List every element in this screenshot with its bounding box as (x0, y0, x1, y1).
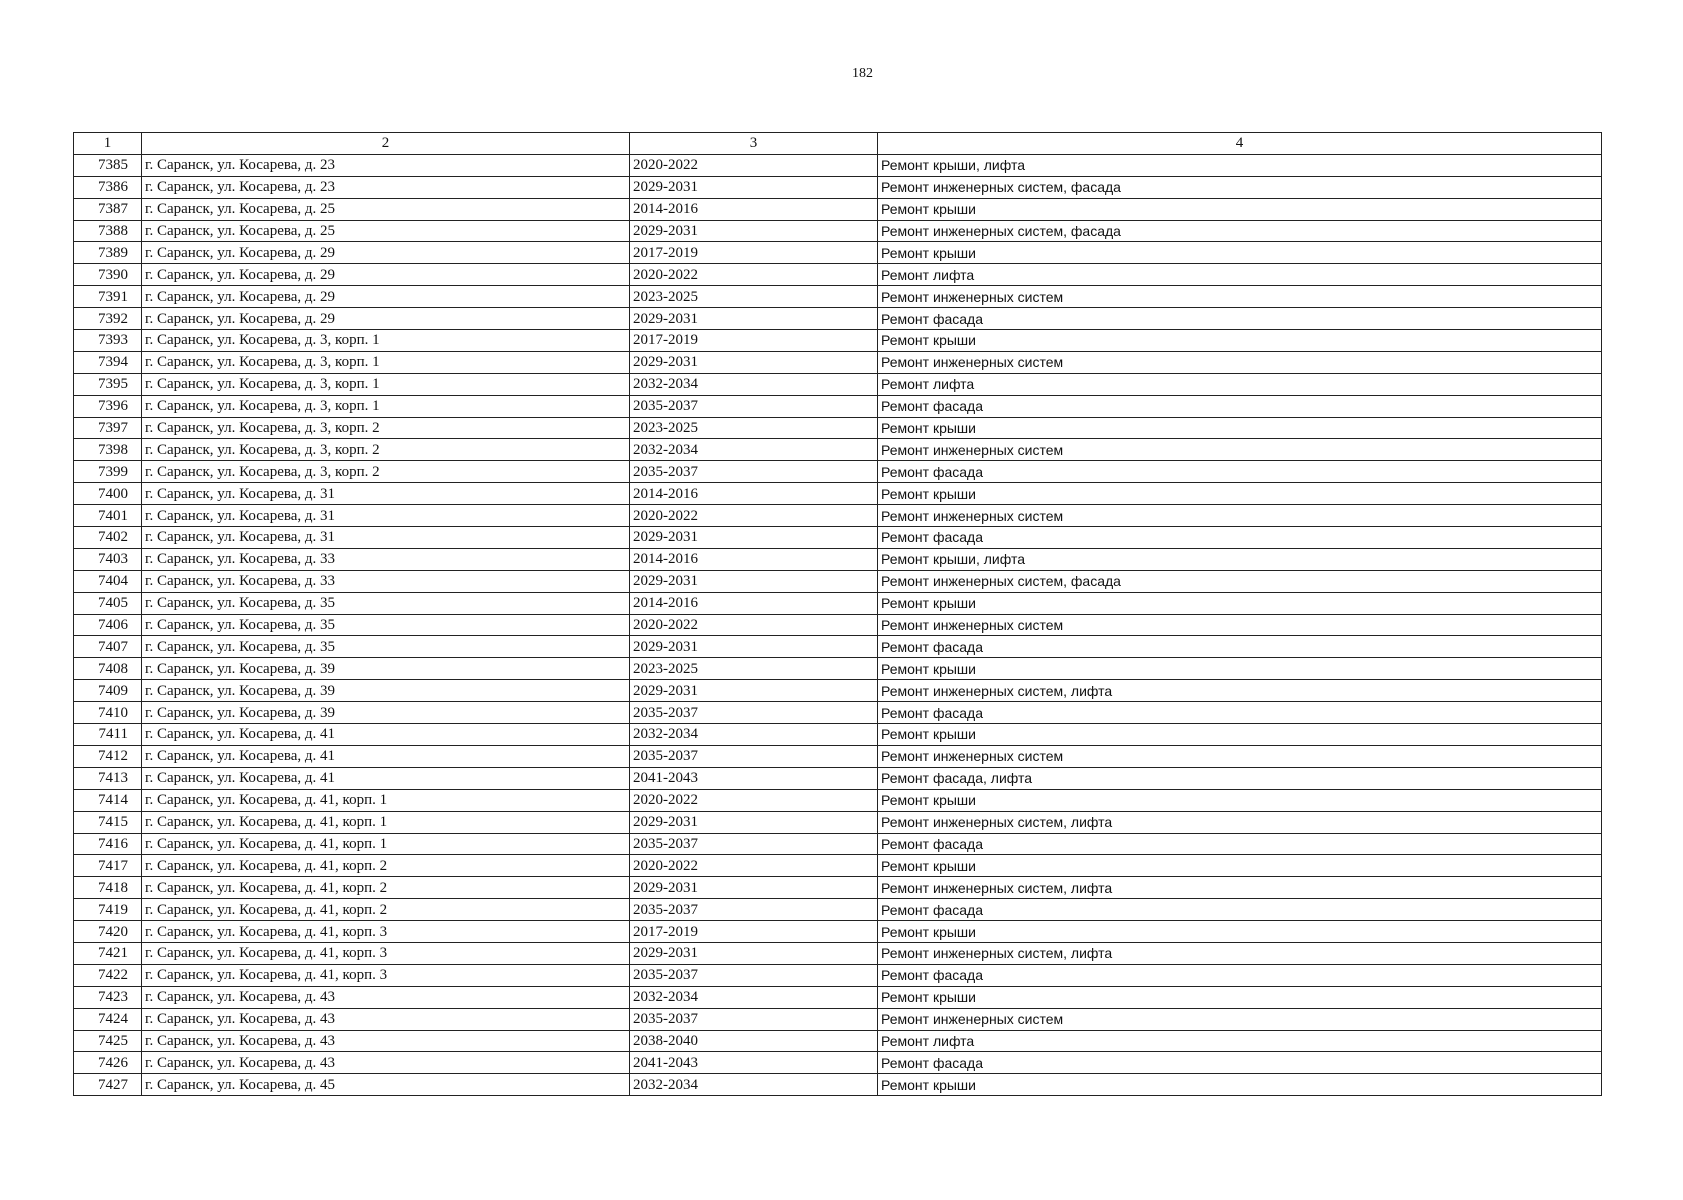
cell-work-type: Ремонт инженерных систем, фасада (878, 220, 1602, 242)
cell-period: 2041-2043 (630, 1052, 878, 1074)
table-row (74, 811, 1602, 833)
table-row (74, 154, 1602, 176)
cell-number: 7408 (74, 658, 142, 680)
table-row (74, 658, 1602, 680)
cell-address: г. Саранск, ул. Косарева, д. 41, корп. 3 (142, 942, 630, 964)
cell-period: 2017-2019 (630, 242, 878, 264)
cell-address: г. Саранск, ул. Косарева, д. 3, корп. 2 (142, 461, 630, 483)
table-row (74, 767, 1602, 789)
cell-address: г. Саранск, ул. Косарева, д. 41, корп. 3 (142, 921, 630, 943)
cell-number: 7386 (74, 176, 142, 198)
cell-work-type: Ремонт крыши (878, 330, 1602, 352)
cell-number: 7424 (74, 1008, 142, 1030)
cell-period: 2032-2034 (630, 439, 878, 461)
cell-number: 7416 (74, 833, 142, 855)
cell-period: 2035-2037 (630, 461, 878, 483)
cell-period: 2020-2022 (630, 855, 878, 877)
cell-work-type: Ремонт инженерных систем (878, 286, 1602, 308)
cell-period: 2032-2034 (630, 1074, 878, 1096)
table-row (74, 921, 1602, 943)
cell-work-type: Ремонт инженерных систем (878, 505, 1602, 527)
cell-work-type: Ремонт крыши (878, 724, 1602, 746)
table-row (74, 242, 1602, 264)
cell-period: 2038-2040 (630, 1030, 878, 1052)
table-row (74, 483, 1602, 505)
cell-work-type: Ремонт фасада (878, 833, 1602, 855)
cell-address: г. Саранск, ул. Косарева, д. 33 (142, 548, 630, 570)
cell-address: г. Саранск, ул. Косарева, д. 41, корп. 3 (142, 964, 630, 986)
table-row (74, 220, 1602, 242)
cell-period: 2029-2031 (630, 570, 878, 592)
cell-address: г. Саранск, ул. Косарева, д. 3, корп. 1 (142, 351, 630, 373)
cell-work-type: Ремонт крыши (878, 198, 1602, 220)
cell-number: 7399 (74, 461, 142, 483)
table-row (74, 417, 1602, 439)
cell-period: 2020-2022 (630, 789, 878, 811)
table-row (74, 1052, 1602, 1074)
cell-work-type: Ремонт крыши, лифта (878, 154, 1602, 176)
cell-work-type: Ремонт крыши (878, 1074, 1602, 1096)
table-row (74, 308, 1602, 330)
cell-address: г. Саранск, ул. Косарева, д. 31 (142, 505, 630, 527)
cell-period: 2020-2022 (630, 264, 878, 286)
cell-work-type: Ремонт инженерных систем, лифта (878, 680, 1602, 702)
header-col-4: 4 (878, 133, 1602, 155)
cell-period: 2032-2034 (630, 373, 878, 395)
cell-period: 2020-2022 (630, 154, 878, 176)
cell-period: 2029-2031 (630, 176, 878, 198)
cell-period: 2032-2034 (630, 724, 878, 746)
cell-number: 7419 (74, 899, 142, 921)
cell-work-type: Ремонт крыши (878, 986, 1602, 1008)
cell-period: 2035-2037 (630, 1008, 878, 1030)
cell-address: г. Саранск, ул. Косарева, д. 3, корп. 1 (142, 330, 630, 352)
cell-address: г. Саранск, ул. Косарева, д. 3, корп. 1 (142, 395, 630, 417)
cell-number: 7415 (74, 811, 142, 833)
table-row (74, 724, 1602, 746)
cell-address: г. Саранск, ул. Косарева, д. 41 (142, 724, 630, 746)
cell-work-type: Ремонт фасада, лифта (878, 767, 1602, 789)
table-row (74, 1074, 1602, 1096)
cell-address: г. Саранск, ул. Косарева, д. 39 (142, 702, 630, 724)
table-row (74, 964, 1602, 986)
table-row (74, 789, 1602, 811)
cell-work-type: Ремонт инженерных систем, фасада (878, 570, 1602, 592)
cell-period: 2035-2037 (630, 964, 878, 986)
header-col-1: 1 (74, 133, 142, 155)
cell-address: г. Саранск, ул. Косарева, д. 25 (142, 198, 630, 220)
cell-address: г. Саранск, ул. Косарева, д. 3, корп. 1 (142, 373, 630, 395)
cell-work-type: Ремонт фасада (878, 899, 1602, 921)
cell-period: 2020-2022 (630, 614, 878, 636)
cell-address: г. Саранск, ул. Косарева, д. 41, корп. 1 (142, 789, 630, 811)
cell-period: 2032-2034 (630, 986, 878, 1008)
cell-period: 2029-2031 (630, 351, 878, 373)
cell-work-type: Ремонт фасада (878, 461, 1602, 483)
cell-work-type: Ремонт инженерных систем (878, 351, 1602, 373)
cell-address: г. Саранск, ул. Косарева, д. 29 (142, 286, 630, 308)
cell-address: г. Саранск, ул. Косарева, д. 45 (142, 1074, 630, 1096)
cell-number: 7393 (74, 330, 142, 352)
cell-period: 2014-2016 (630, 592, 878, 614)
cell-address: г. Саранск, ул. Косарева, д. 41, корп. 2 (142, 899, 630, 921)
cell-period: 2035-2037 (630, 702, 878, 724)
cell-period: 2029-2031 (630, 877, 878, 899)
cell-work-type: Ремонт фасада (878, 1052, 1602, 1074)
cell-address: г. Саранск, ул. Косарева, д. 23 (142, 176, 630, 198)
cell-address: г. Саранск, ул. Косарева, д. 29 (142, 308, 630, 330)
header-col-2: 2 (142, 133, 630, 155)
cell-address: г. Саранск, ул. Косарева, д. 31 (142, 483, 630, 505)
cell-period: 2029-2031 (630, 811, 878, 833)
cell-number: 7388 (74, 220, 142, 242)
cell-work-type: Ремонт инженерных систем, лифта (878, 942, 1602, 964)
cell-number: 7397 (74, 417, 142, 439)
table-row (74, 527, 1602, 549)
cell-address: г. Саранск, ул. Косарева, д. 41, корп. 2 (142, 855, 630, 877)
cell-number: 7413 (74, 767, 142, 789)
cell-period: 2029-2031 (630, 942, 878, 964)
table-row (74, 373, 1602, 395)
cell-number: 7390 (74, 264, 142, 286)
cell-work-type: Ремонт инженерных систем, лифта (878, 811, 1602, 833)
cell-period: 2020-2022 (630, 505, 878, 527)
cell-work-type: Ремонт лифта (878, 373, 1602, 395)
cell-number: 7405 (74, 592, 142, 614)
cell-address: г. Саранск, ул. Косарева, д. 43 (142, 1008, 630, 1030)
cell-address: г. Саранск, ул. Косарева, д. 39 (142, 680, 630, 702)
cell-work-type: Ремонт крыши (878, 483, 1602, 505)
cell-number: 7401 (74, 505, 142, 527)
cell-period: 2017-2019 (630, 330, 878, 352)
cell-number: 7420 (74, 921, 142, 943)
cell-number: 7407 (74, 636, 142, 658)
cell-period: 2023-2025 (630, 658, 878, 680)
cell-address: г. Саранск, ул. Косарева, д. 33 (142, 570, 630, 592)
cell-period: 2035-2037 (630, 833, 878, 855)
cell-work-type: Ремонт фасада (878, 964, 1602, 986)
cell-work-type: Ремонт инженерных систем (878, 439, 1602, 461)
cell-period: 2035-2037 (630, 395, 878, 417)
table-row (74, 439, 1602, 461)
cell-address: г. Саранск, ул. Косарева, д. 41 (142, 767, 630, 789)
cell-address: г. Саранск, ул. Косарева, д. 3, корп. 2 (142, 417, 630, 439)
cell-address: г. Саранск, ул. Косарева, д. 43 (142, 1030, 630, 1052)
cell-number: 7398 (74, 439, 142, 461)
cell-period: 2014-2016 (630, 548, 878, 570)
cell-period: 2017-2019 (630, 921, 878, 943)
cell-work-type: Ремонт инженерных систем (878, 745, 1602, 767)
cell-number: 7402 (74, 527, 142, 549)
cell-number: 7394 (74, 351, 142, 373)
cell-number: 7422 (74, 964, 142, 986)
cell-work-type: Ремонт крыши, лифта (878, 548, 1602, 570)
cell-number: 7409 (74, 680, 142, 702)
cell-period: 2029-2031 (630, 308, 878, 330)
table-row (74, 855, 1602, 877)
cell-period: 2035-2037 (630, 899, 878, 921)
cell-number: 7403 (74, 548, 142, 570)
cell-period: 2029-2031 (630, 527, 878, 549)
cell-address: г. Саранск, ул. Косарева, д. 39 (142, 658, 630, 680)
cell-number: 7414 (74, 789, 142, 811)
cell-period: 2029-2031 (630, 636, 878, 658)
cell-period: 2035-2037 (630, 745, 878, 767)
cell-work-type: Ремонт инженерных систем, фасада (878, 176, 1602, 198)
table-row (74, 680, 1602, 702)
cell-number: 7385 (74, 154, 142, 176)
cell-work-type: Ремонт лифта (878, 264, 1602, 286)
cell-work-type: Ремонт крыши (878, 658, 1602, 680)
table-row (74, 176, 1602, 198)
cell-address: г. Саранск, ул. Косарева, д. 41, корп. 2 (142, 877, 630, 899)
cell-work-type: Ремонт крыши (878, 921, 1602, 943)
cell-number: 7406 (74, 614, 142, 636)
cell-address: г. Саранск, ул. Косарева, д. 25 (142, 220, 630, 242)
cell-work-type: Ремонт крыши (878, 789, 1602, 811)
cell-work-type: Ремонт фасада (878, 308, 1602, 330)
cell-number: 7391 (74, 286, 142, 308)
cell-number: 7392 (74, 308, 142, 330)
cell-address: г. Саранск, ул. Косарева, д. 3, корп. 2 (142, 439, 630, 461)
cell-address: г. Саранск, ул. Косарева, д. 29 (142, 242, 630, 264)
cell-period: 2023-2025 (630, 417, 878, 439)
cell-number: 7423 (74, 986, 142, 1008)
cell-number: 7427 (74, 1074, 142, 1096)
cell-address: г. Саранск, ул. Косарева, д. 35 (142, 592, 630, 614)
table-row (74, 636, 1602, 658)
cell-work-type: Ремонт фасада (878, 636, 1602, 658)
cell-period: 2014-2016 (630, 483, 878, 505)
cell-work-type: Ремонт фасада (878, 395, 1602, 417)
cell-number: 7426 (74, 1052, 142, 1074)
cell-period: 2023-2025 (630, 286, 878, 308)
cell-work-type: Ремонт фасада (878, 702, 1602, 724)
cell-period: 2014-2016 (630, 198, 878, 220)
table-row (74, 702, 1602, 724)
cell-address: г. Саранск, ул. Косарева, д. 43 (142, 986, 630, 1008)
cell-work-type: Ремонт крыши (878, 855, 1602, 877)
table-row (74, 942, 1602, 964)
page-number: 182 (852, 66, 873, 81)
cell-work-type: Ремонт инженерных систем, лифта (878, 877, 1602, 899)
table-row (74, 330, 1602, 352)
repair-schedule-table (73, 132, 1602, 1096)
cell-address: г. Саранск, ул. Косарева, д. 31 (142, 527, 630, 549)
table-header-row (74, 133, 1602, 155)
table-row (74, 1030, 1602, 1052)
cell-number: 7425 (74, 1030, 142, 1052)
cell-work-type: Ремонт инженерных систем (878, 614, 1602, 636)
cell-number: 7396 (74, 395, 142, 417)
cell-number: 7387 (74, 198, 142, 220)
cell-number: 7412 (74, 745, 142, 767)
cell-work-type: Ремонт крыши (878, 242, 1602, 264)
cell-number: 7400 (74, 483, 142, 505)
cell-work-type: Ремонт крыши (878, 417, 1602, 439)
table-row (74, 570, 1602, 592)
cell-address: г. Саранск, ул. Косарева, д. 41, корп. 1 (142, 811, 630, 833)
table-row (74, 505, 1602, 527)
cell-address: г. Саранск, ул. Косарева, д. 41, корп. 1 (142, 833, 630, 855)
cell-number: 7395 (74, 373, 142, 395)
cell-work-type: Ремонт крыши (878, 592, 1602, 614)
cell-number: 7417 (74, 855, 142, 877)
table-row (74, 198, 1602, 220)
table-row (74, 614, 1602, 636)
table-row (74, 264, 1602, 286)
table-row (74, 351, 1602, 373)
cell-address: г. Саранск, ул. Косарева, д. 29 (142, 264, 630, 286)
cell-address: г. Саранск, ул. Косарева, д. 41 (142, 745, 630, 767)
cell-number: 7410 (74, 702, 142, 724)
cell-number: 7404 (74, 570, 142, 592)
table-row (74, 877, 1602, 899)
cell-address: г. Саранск, ул. Косарева, д. 35 (142, 636, 630, 658)
cell-number: 7389 (74, 242, 142, 264)
table-row (74, 1008, 1602, 1030)
table-row (74, 899, 1602, 921)
cell-address: г. Саранск, ул. Косарева, д. 35 (142, 614, 630, 636)
table-body (74, 154, 1602, 1095)
cell-work-type: Ремонт инженерных систем (878, 1008, 1602, 1030)
cell-period: 2029-2031 (630, 680, 878, 702)
cell-number: 7418 (74, 877, 142, 899)
cell-number: 7421 (74, 942, 142, 964)
table-row (74, 986, 1602, 1008)
table-row (74, 745, 1602, 767)
cell-address: г. Саранск, ул. Косарева, д. 23 (142, 154, 630, 176)
table-row (74, 548, 1602, 570)
cell-address: г. Саранск, ул. Косарева, д. 43 (142, 1052, 630, 1074)
cell-work-type: Ремонт фасада (878, 527, 1602, 549)
table-row (74, 286, 1602, 308)
cell-period: 2029-2031 (630, 220, 878, 242)
table-row (74, 592, 1602, 614)
cell-number: 7411 (74, 724, 142, 746)
table-row (74, 395, 1602, 417)
cell-work-type: Ремонт лифта (878, 1030, 1602, 1052)
table-row (74, 461, 1602, 483)
header-col-3: 3 (630, 133, 878, 155)
cell-period: 2041-2043 (630, 767, 878, 789)
table-row (74, 833, 1602, 855)
